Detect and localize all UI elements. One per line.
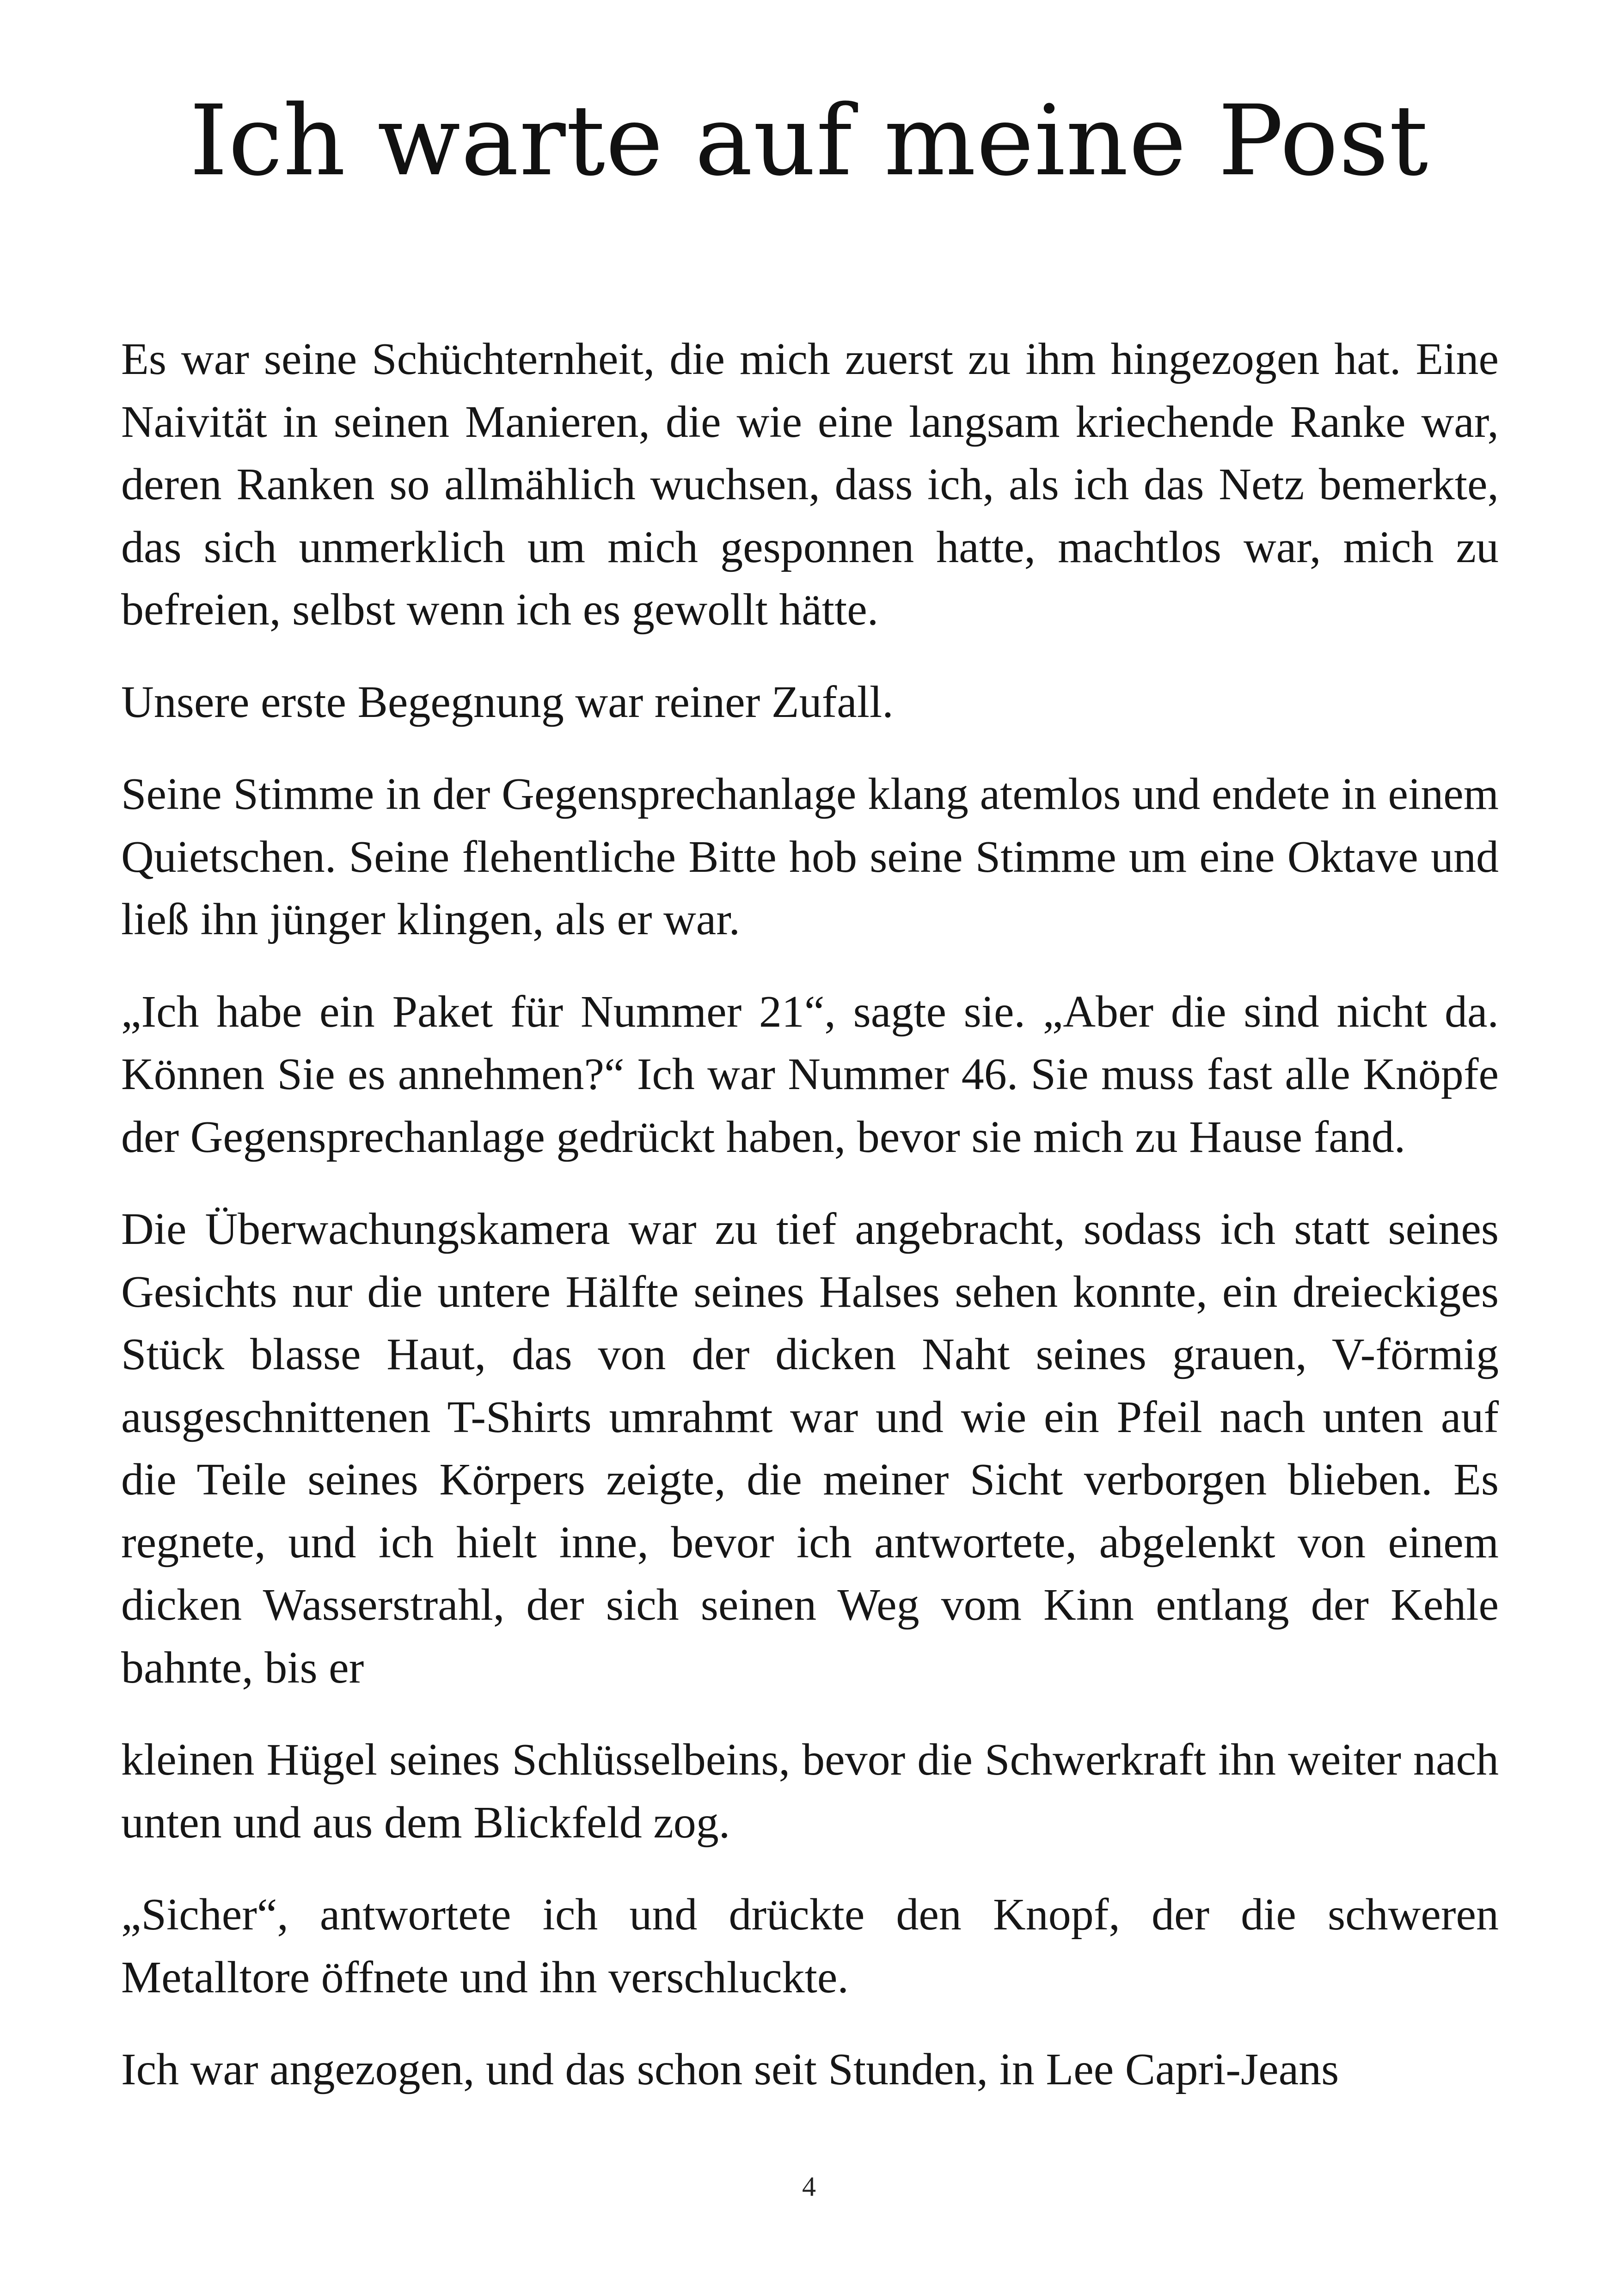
paragraph-2: Unsere erste Begegnung war reiner Zufall. <box>121 677 894 727</box>
page-number: 4 <box>802 2171 816 2202</box>
paragraph-3: Seine Stimme in der Gegensprechanlage klang atemlos und endete in einem Quietschen. Seine flehentliche Bitte hob seine Stimme um eine Oktave und ließ ihn jünger klingen, als er war. <box>121 769 1499 944</box>
paragraph-6: kleinen Hügel seines Schlüsselbeins, bevor die Schwerkraft ihn weiter nach unten und aus dem Blickfeld zog. <box>121 1735 1499 1848</box>
paragraph-5: Die Überwachungskamera war zu tief angebracht, sodass ich statt seines Gesichts nur die untere Hälfte seines Halses sehen konnte, ein dreieckiges Stück blasse Haut, das von der dicken Naht seines grauen, V-förmig ausgeschnittenen T-Shirts umrahmt war und wie ein Pfeil nach unten auf die Teile seines Körpers zeigte, die meiner Sicht verborgen blieben. Es regnete, und ich hielt inne, bevor ich antwortete, abgelenkt von einem dicken Wasserstrahl, der sich seinen Weg vom Kinn entlang der Kehle bahnte, bis er <box>121 1204 1499 1693</box>
body-text <box>121 328 1499 2131</box>
page-title: Ich warte auf meine Post <box>189 84 1429 197</box>
paragraph-7: „Sicher“, antwortete ich und drückte den Knopf, der die schweren Metalltore öffnete und ihn verschluckte. <box>121 1890 1499 2002</box>
paragraph-4: „Ich habe ein Paket für Nummer 21“, sagte sie. „Aber die sind nicht da. Können Sie es annehmen?“ Ich war Nummer 46. Sie muss fast alle Knöpfe der Gegensprechanlage gedrückt haben, bevor sie mich zu Hause fand. <box>121 986 1499 1162</box>
paragraph-8: Ich war angezogen, und das schon seit Stunden, in Lee Capri-Jeans <box>121 2045 1339 2094</box>
paragraph-1: Es war seine Schüchternheit, die mich zuerst zu ihm hingezogen hat. Eine Naivität in seinen Manieren, die wie eine langsam kriechende Ranke war, deren Ranken so allmählich wuchsen, dass ich, als ich das Netz bemerkte, das sich unmerklich um mich gesponnen hatte, machtlos war, mich zu befreien, selbst wenn ich es gewollt hätte. <box>121 334 1499 635</box>
